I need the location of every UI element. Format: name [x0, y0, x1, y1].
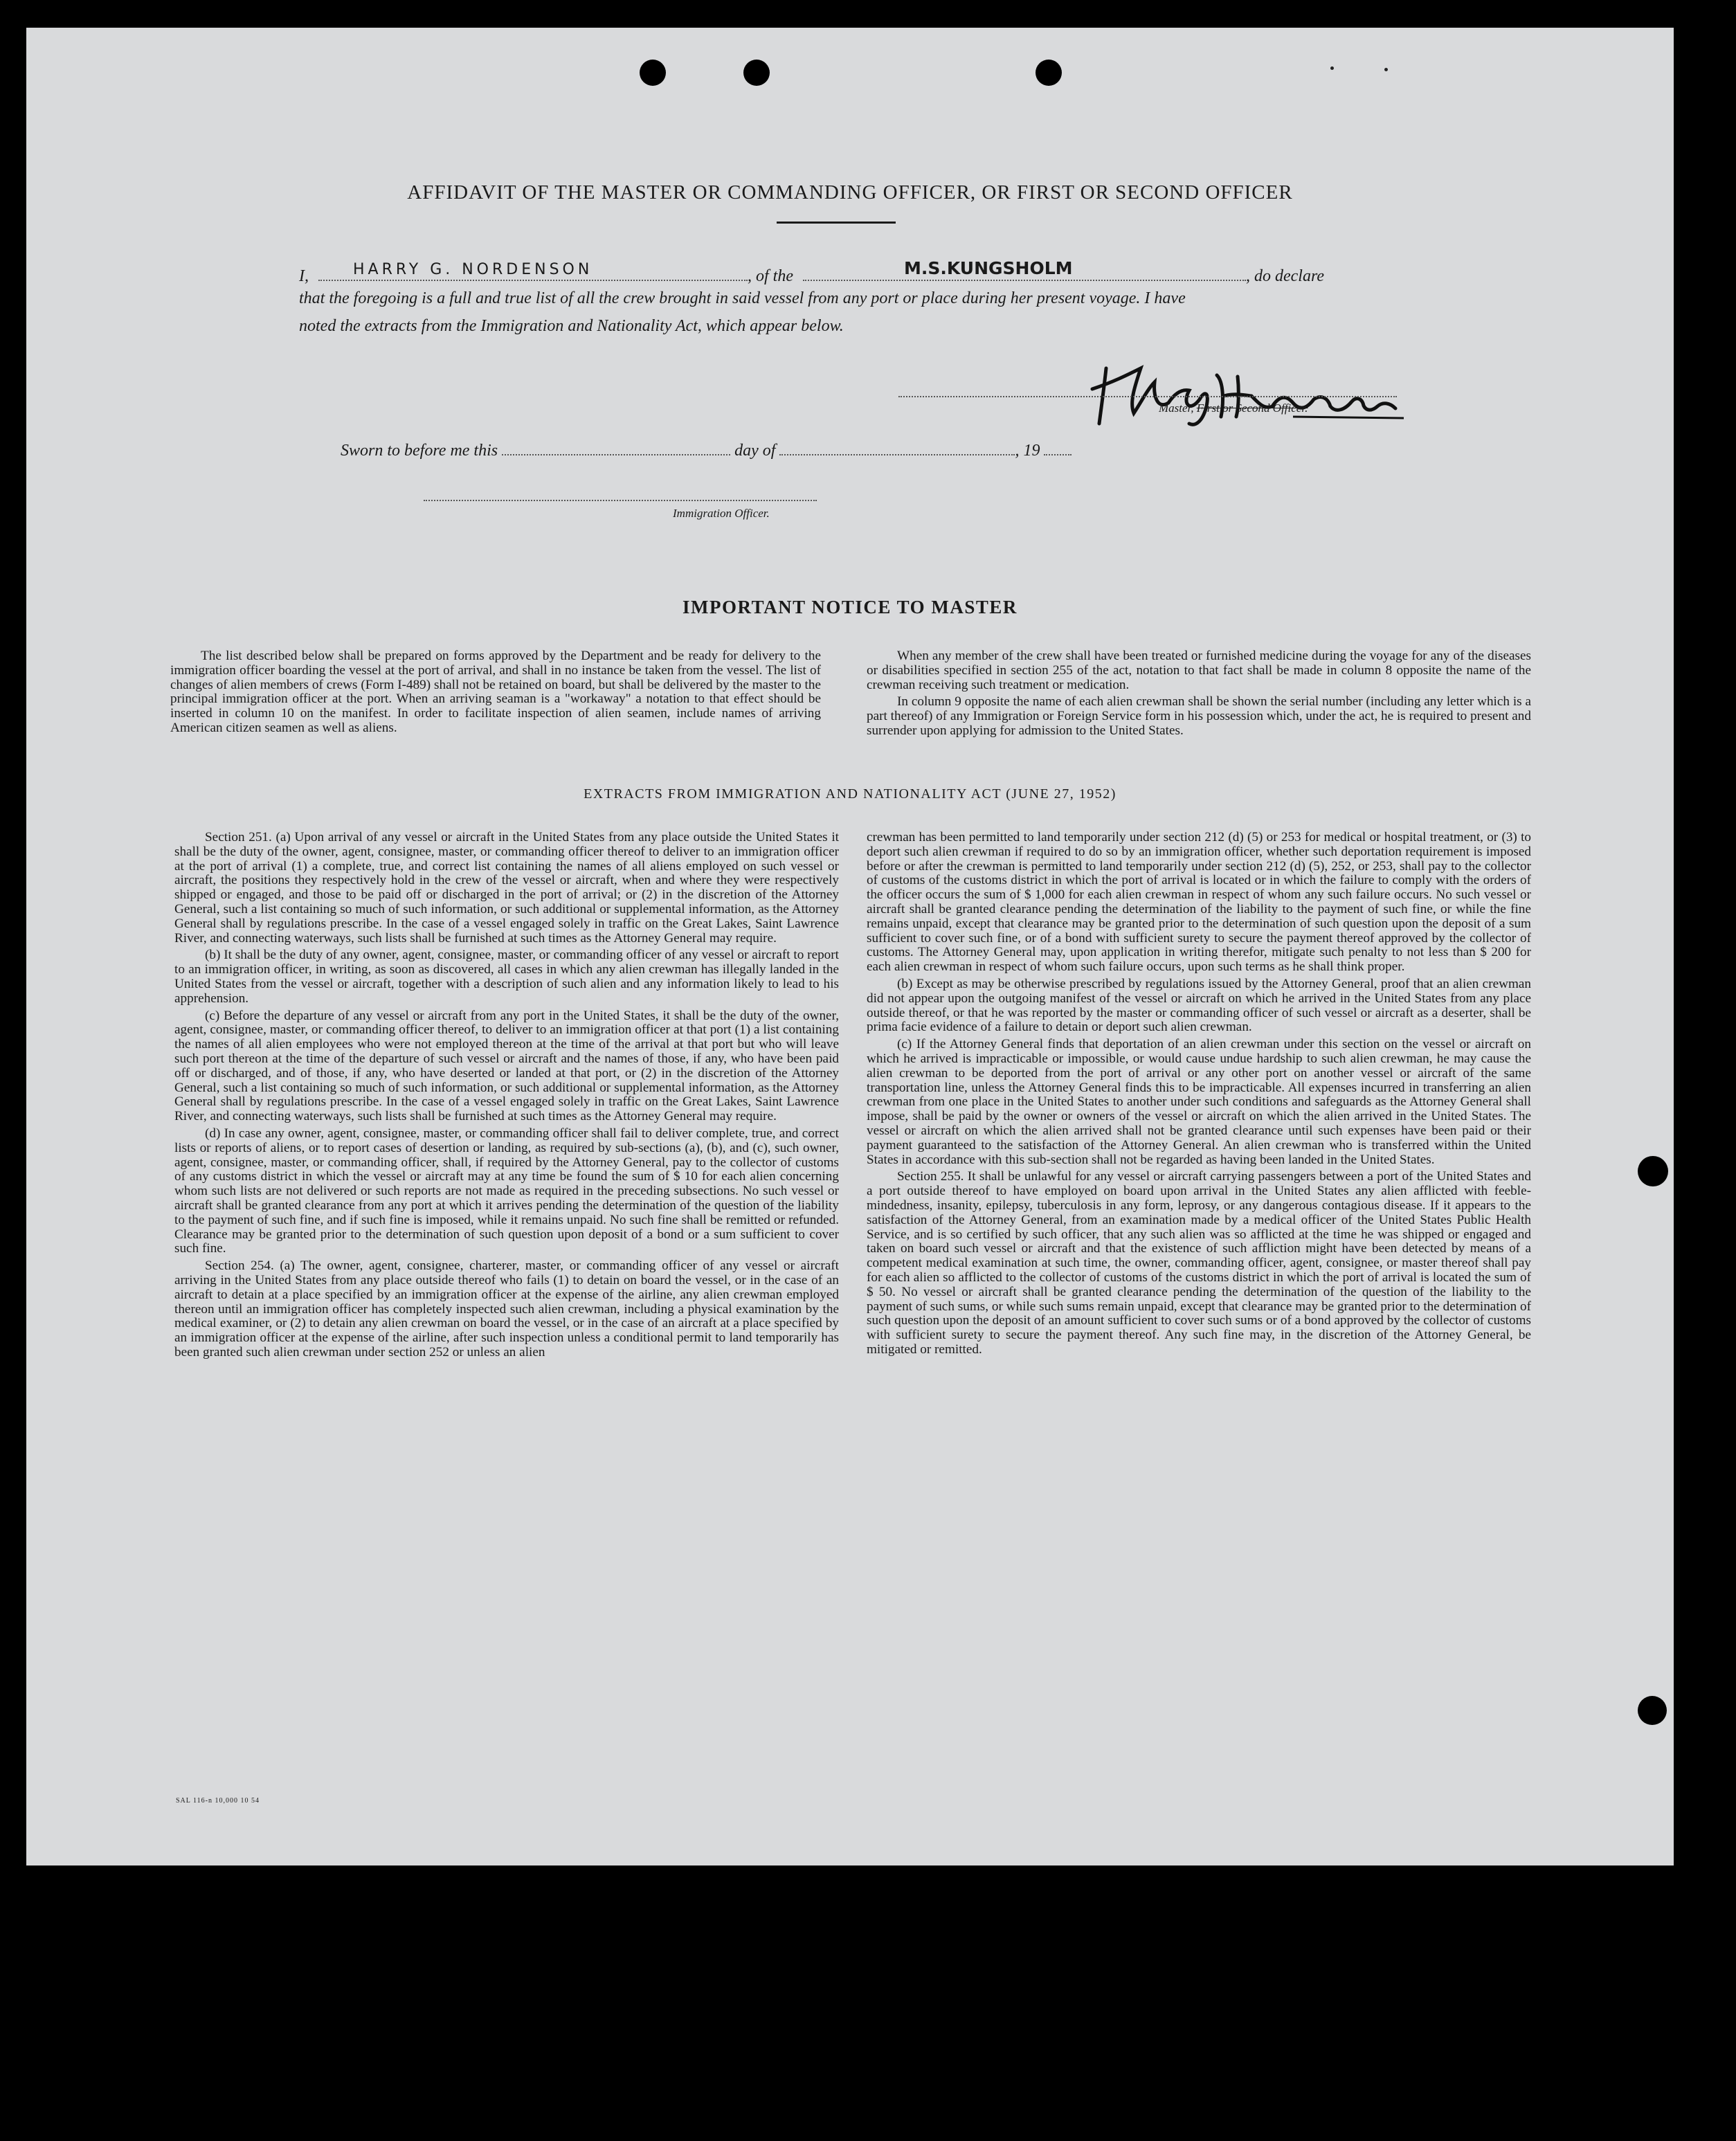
of-the-label: , of the	[748, 267, 793, 285]
extracts-right-column	[867, 831, 1531, 1360]
caption-struck-officer: First or Second Officer.	[1196, 401, 1308, 415]
punch-hole	[640, 60, 666, 86]
notice-left-column	[170, 649, 821, 739]
section-254a: Section 254. (a) The owner, agent, consignee, charterer, master, or commanding officer of any vessel or aircraft arriving in the United States from any place outside thereof who fails (1) to detain on board the vessel, or in the case of an aircraft to detain at a place specified by an immigration officer at the expense of the airline, any alien crewman employed thereon until an immigration officer has completely inspected such alien crewman, including a physical examination by the medical examiner, or (2) to detain any alien crewman on board the vessel, or in the case of an aircraft at a place specified by an immigration officer at the expense of the airline, after such inspection unless a conditional permit to land temporarily has been granted such alien crewman under section 252 or unless an alien	[174, 1258, 839, 1359]
i-prefix: I,	[299, 267, 309, 285]
notice-title: IMPORTANT NOTICE TO MASTER	[682, 597, 1018, 617]
do-declare-label: , do declare	[1246, 267, 1325, 285]
sworn-year-field	[1044, 439, 1072, 455]
punch-hole	[1036, 60, 1062, 86]
section-254b: (b) Except as may be otherwise prescribed by regulations issued by the Attorney General, proof that an alien crewman did not appear upon the outgoing manifest of the vessel or aircraft on which he arrived in the United States from any place outside thereof, or that he was reported by the master or commanding officer of such vessel or aircraft as a deserter, shall be prima facie evidence of a failure to detain or deport such alien crewman.	[867, 976, 1531, 1035]
vessel-name: M.S.KUNGSHOLM	[904, 258, 1073, 278]
punch-hole	[1638, 1696, 1667, 1725]
declaration-line-2: that the foregoing is a full and true list of all the crew brought in said vessel from any port or place during her present voyage. I have	[299, 289, 1186, 307]
sworn-day-field	[502, 439, 730, 455]
title-divider	[777, 222, 896, 224]
notice-left-paragraph: The list described below shall be prepared on forms approved by the Department and be ready for delivery to the immigration officer boarding the vessel at the port of arrival, and shall in no instance be taken from the vessel. The list of changes of alien members of crews (Form I-489) shall not be retained on board, but shall be delivered by the master to the principal immigration officer at the port. When an arriving seaman is a "workaway" a notation to that effect should be inserted in column 10 on the manifest. In order to facilitate inspection of alien seamen, include names of arriving American citizen seamen as well as aliens.	[170, 649, 821, 735]
sworn-line	[341, 439, 1448, 460]
speck	[1384, 68, 1388, 71]
extracts-title: EXTRACTS FROM IMMIGRATION AND NATIONALITY ACT (JUNE 27, 1952)	[584, 786, 1116, 802]
form-code: SAL 116-n 10,000 10 54	[176, 1797, 260, 1805]
year-prefix: , 19	[1015, 442, 1040, 460]
officer-name-field	[318, 262, 748, 281]
vessel-name-field	[803, 258, 1246, 281]
sworn-month-field	[779, 439, 1015, 455]
document-page	[26, 28, 1674, 1866]
section-254c: (c) If the Attorney General finds that deportation of an alien crewman under this section on the vessel or aircraft on which he arrived is impracticable or impossible, or would cause undue hardship to such alien crewman, he may cause the alien crewman to be deported from the port of arrival or any other port on another vessel or aircraft of the same transportation line, unless the Attorney General finds this to be impracticable. All expenses incurred in transferring an alien crewman from one place in the United States to another under such conditions and safeguards as the Attorney General shall impose, shall be paid by the owner or owners of the vessel or aircraft on which the alien arrived in the United States. The vessel or aircraft on which the alien arrived shall not be granted clearance until such expenses have been paid or their payment guaranteed to the satisfaction of the Attorney General. An alien crewman who is transferred within the United States in accordance with this sub-section shall not be regarded as having been landed in the United States.	[867, 1037, 1531, 1167]
sworn-prefix: Sworn to before me this	[341, 442, 498, 460]
section-255: Section 255. It shall be unlawful for any vessel or aircraft carrying passengers between a port of the United States and a port outside thereof to have employed on board upon arrival in the United States any alien afflicted with feeble-mindedness, insanity, epilepsy, tuberculosis in any form, leprosy, or any dangerous contagious disease. If it appears to the satisfaction of the Attorney General, from an examination made by a medical officer of the United States Public Health Service, and is so certified by such officer, that any such alien was so afflicted at the time he was shipped or engaged and taken on board such vessel or aircraft and that the existence of such affliction might have been detected by means of a competent medical examination at such time, the owner, commanding officer, agent, consignee, or master thereof shall pay for each alien so afflicted to the collector of customs of the customs district in which the port of arrival is located the sum of $ 50. No vessel or aircraft shall be granted clearance pending the determination of the question of the liability to the payment of such sums, or while such sums remain unpaid, except that clearance may be granted prior to the determination of such question upon the deposit of an amount sufficient to cover such sums or of a bond approved by the collector of customs with sufficient surety to secure the payment thereof. Any such fine may, in the discretion of the Attorney General, be mitigated or remitted.	[867, 1169, 1531, 1357]
officer-name: HARRY G. NORDENSON	[353, 261, 593, 278]
speck	[1330, 66, 1334, 70]
section-251b: (b) It shall be the duty of any owner, agent, consignee, master, or commanding officer of any vessel or aircraft to report to an immigration officer, in writing, as soon as discovered, all cases in which any alien crewman has illegally landed in the United States from the vessel or aircraft, together with a description of such alien and any information likely to lead to his apprehension.	[174, 948, 839, 1006]
declaration-line-1	[299, 258, 1407, 286]
notice-right-column	[867, 649, 1531, 741]
section-254a-continued: crewman has been permitted to land temporarily under section 212 (d) (5) or 253 for medical or hospital treatment, or (3) to deport such alien crewman if required to do so by an immigration officer, whether such deportation requirement is imposed before or after the crewman is permitted to land temporarily under section 212 (d) (5), 252, or 253, shall pay to the collector of customs of the customs district in which the port of arrival is located or in which the failure to comply with the orders of the officer occurs the sum of $ 1,000 for each alien crewman in respect of whom any such failure occurs. No such vessel or aircraft shall be granted clearance pending the determination of the liability to the payment of such fine, or while the fine remains unpaid, except that clearance may be granted prior to the determination of such question upon the deposit of a sum sufficient to cover such fine, or of a bond with sufficient surety to secure the payment thereof approved by the collector of customs. The Attorney General may, upon application in writing therefor, mitigate such penalty to not less than $ 200 for each alien crewman in respect of whom such failure occurs, upon such terms as he shall think proper.	[867, 830, 1531, 975]
section-251c: (c) Before the departure of any vessel or aircraft from any port in the United States, it shall be the duty of the owner, agent, consignee, master, or commanding officer thereof, to deliver to an immigration officer at that port (1) a list containing the names of all alien employees who were not employed thereon at the time of the arrival at that port but who will leave such port thereon at the time of the departure of such vessel or aircraft and the names of those, if any, who have been paid off or discharged, and of those, if any, who have deserted or landed at that port, or (2) in the discretion of the Attorney General, such a list containing so much of such information, or such additional or supplemental information, as the Attorney General shall by regulations prescribe. In the case of a vessel engaged solely in traffic on the Great Lakes, Saint Lawrence River, and connecting waterways, such lists shall be furnished at such times as the Attorney General may require.	[174, 1008, 839, 1124]
day-of-label: day of	[734, 442, 776, 460]
signature-line	[898, 396, 1397, 397]
caption-master: Master,	[1159, 401, 1194, 415]
extracts-left-column	[174, 831, 839, 1363]
signature-caption	[1159, 401, 1308, 415]
affidavit-title: AFFIDAVIT OF THE MASTER OR COMMANDING OFFICER, OR FIRST OR SECOND OFFICER	[407, 181, 1293, 204]
punch-hole	[743, 60, 770, 86]
section-251a: Section 251. (a) Upon arrival of any vessel or aircraft in the United States from any place outside the United States it shall be the duty of the owner, agent, consignee, master, or commanding officer thereof to deliver to an immigration officer at the port of arrival (1) a complete, true, and correct list containing the names of all aliens employed on such vessel or aircraft, the positions they respectively hold in the crew of the vessel or aircraft, when and where they were respectively shipped or engaged, and those to be paid off or discharged in the port of arrival; or (2) in the discretion of the Attorney General, such a list containing so much of such information, or such additional or supplemental information, as the Attorney General shall by regulations prescribe. In the case of a vessel engaged solely in traffic on the Great Lakes, Saint Lawrence River, and connecting waterways, such lists shall be furnished at such times as the Attorney General may require.	[174, 830, 839, 946]
immigration-officer-line	[424, 500, 817, 501]
notice-right-paragraph-2: In column 9 opposite the name of each alien crewman shall be shown the serial number (including any letter which is a part thereof) of any Immigration or Foreign Service form in his possession which, under the act, he is required to present and surrender upon applying for admission to the United States.	[867, 694, 1531, 738]
notice-right-paragraph-1: When any member of the crew shall have been treated or furnished medicine during the voyage for any of the diseases or disabilities specified in section 255 of the act, notation to that fact shall be made in column 8 opposite the name of the crewman receiving such treatment or medication.	[867, 649, 1531, 692]
punch-hole	[1638, 1156, 1668, 1186]
section-251d: (d) In case any owner, agent, consignee, master, or commanding officer shall fail to deliver complete, true, and correct lists or reports of aliens, or to report cases of desertion or landing, as required by sub-sections (a), (b), and (c), such owner, agent, consignee, master, or commanding officer, shall, if required by the Attorney General, pay to the collector of customs of any customs district in which the vessel or aircraft may at any time be found the sum of $ 10 for each alien concerning whom such lists are not delivered or such reports are not made as required in the preceding subsections. No such vessel or aircraft shall be granted clearance from any port at which it arrives pending the determination of the question of the liability to the payment of such fine, and if such fine is imposed, while it remains unpaid. No such fine shall be remitted or refunded. Clearance may be granted prior to the determination of such question upon deposit of a bond or a sum sufficient to cover such fine.	[174, 1126, 839, 1256]
declaration-line-3: noted the extracts from the Immigration and Nationality Act, which appear below.	[299, 317, 844, 335]
immigration-officer-caption: Immigration Officer.	[673, 507, 770, 520]
